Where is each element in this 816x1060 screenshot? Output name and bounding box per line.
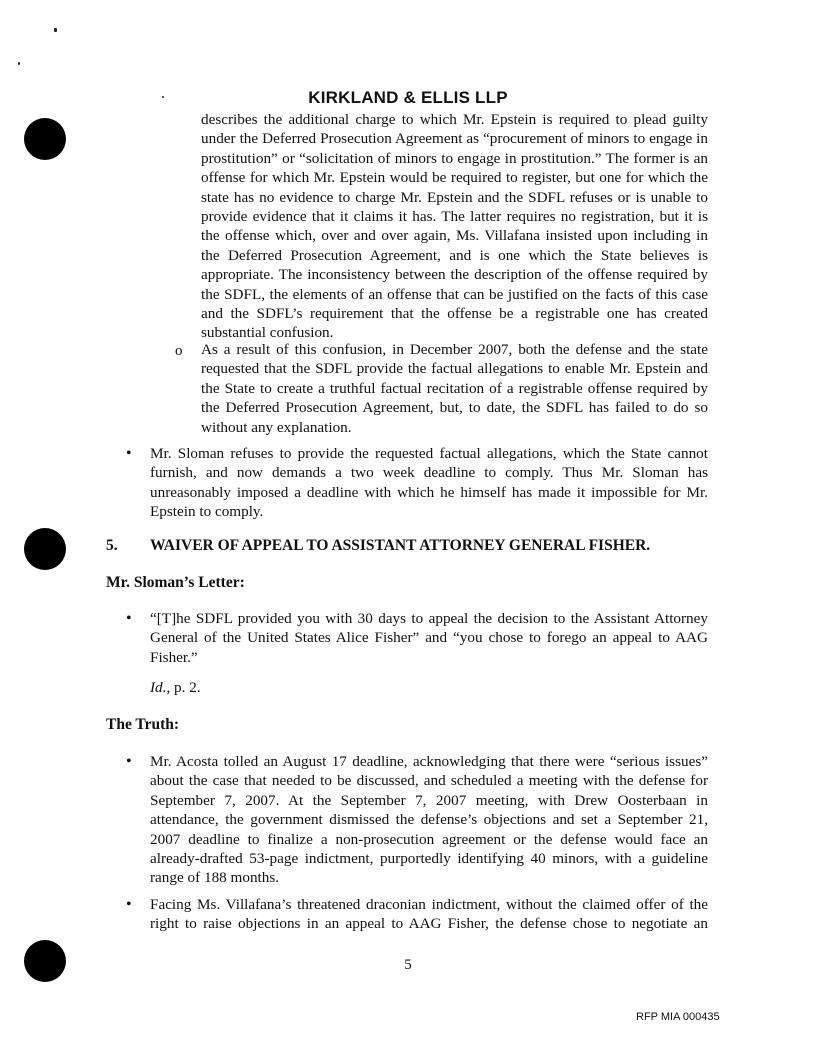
citation-page: p. 2. [170, 679, 201, 696]
paragraph-sloman-refuses: Mr. Sloman refuses to provide the requested factual allegations, which the State cannot furnish, and now demands a two week deadline to comply. Thus Mr. Sloman has unreasonably imposed a deadline with which he himself has made it impossible for Mr. Epstein to comply. [150, 445, 708, 521]
punch-hole-middle [24, 528, 66, 570]
paragraph-offense-description: describes the additional charge to which Mr. Epstein is required to plead guilty under the Deferred Prosecution Agreement as “procurement of minors to engage in prostitution” or “solicitation of minors to engage in prostitution.” The former is an offense for which Mr. Epstein would be required to register, but one for which the state has no evidence to charge Mr. Epstein and the SDFL refuses or is unable to provide evidence that it claims it has. The latter requires no registration, but it is the offense which, over and over again, Ms. Villafana insisted upon including in the Deferred Prosecution Agreement, and is one which the State believes is appropriate. The inconsistency between the description of the offense required by the SDFL, the elements of an offense that can be justified on the facts of this case and the SDFL’s requirement that the offense be a registrable one has created substantial confusion. [201, 111, 708, 342]
paragraph-facing-indictment: Facing Ms. Villafana’s threatened draconian indictment, without the claimed offer of the right to raise objections in an appeal to AAG Fisher, the defense chose to negotiate an [150, 896, 708, 933]
letterhead: KIRKLAND & ELLIS LLP [308, 88, 508, 107]
citation-id: Id., [150, 679, 171, 696]
scan-speck [54, 28, 57, 32]
paragraph-confusion: As a result of this confusion, in December 2007, both the defense and the state requested that the SDFL provide the factual allegations to enable Mr. Epstein and the State to create a truthful factual recitation of a registrable offense required by the Deferred Prosecution Agreement, but, to date, the SDFL has failed to do so without any explanation. [201, 341, 708, 436]
bates-number: RFP MIA 000435 [636, 1011, 720, 1023]
bullet-marker: • [126, 896, 132, 913]
citation [150, 678, 350, 697]
sub-bullet-marker: o [175, 343, 183, 359]
paragraph-acosta-tolled: Mr. Acosta tolled an August 17 deadline, acknowledging that there were “serious issues” about the case that needed to be discussed, and scheduled a meeting with the defense for September 7, 2007. At the September 7, 2007 meeting, with Drew Oosterbaan in attendance, the government dismissed the defense’s objections and set a September 21, 2007 deadline to finalize a non-prosecution agreement or the defense would face an already-drafted 53-page indictment, purportedly identifying 40 minors, with a guideline range of 188 months. [150, 753, 708, 887]
bullet-marker: • [126, 445, 132, 462]
section-title: WAIVER OF APPEAL TO ASSISTANT ATTORNEY GENERAL FISHER. [150, 537, 651, 554]
scan-speck [18, 62, 20, 65]
truth-heading: The Truth: [106, 716, 180, 733]
bullet-marker: • [126, 610, 132, 627]
punch-hole-top [24, 118, 66, 160]
section-number: 5. [106, 537, 118, 554]
page-number: 5 [404, 957, 412, 973]
paragraph-letter-quote: “[T]he SDFL provided you with 30 days to appeal the decision to the Assistant Attorney General of the United States Alice Fisher” and “you chose to forego an appeal to AAG Fisher.” [150, 610, 708, 666]
bullet-marker: • [126, 753, 132, 770]
letter-heading: Mr. Sloman’s Letter: [106, 574, 245, 591]
